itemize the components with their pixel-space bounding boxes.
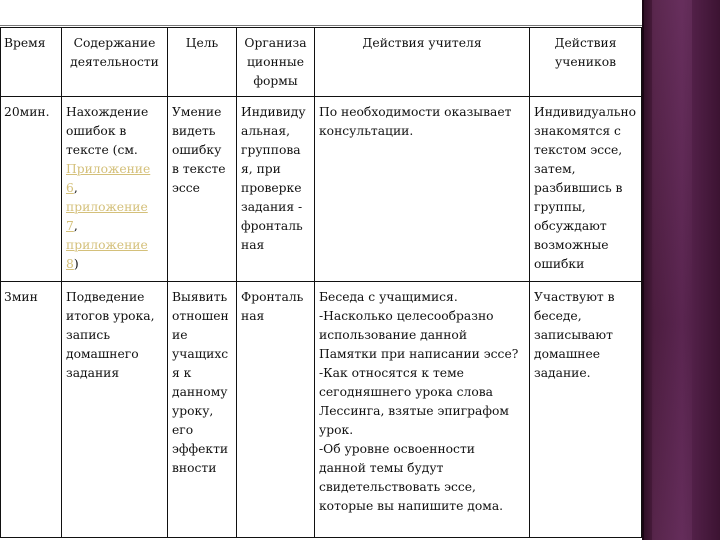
sidebar-gradient [652,0,692,540]
appendix-8-link[interactable]: приложение 8 [66,238,148,271]
cell-student-actions: Участвуют в беседе, записывают домашнее задание. [530,282,642,538]
cell-forms: Индивидуальная, группова я, при проверке задания - фронтальная [237,97,315,282]
top-divider [0,25,642,26]
header-student-actions: Действия учеников [530,28,642,97]
cell-teacher-actions [315,282,530,538]
table-row [1,282,642,538]
header-forms: Организационные формы [237,28,315,97]
teacher-line: -Об уровне освоенности данной темы будут свидетельствовать эссе, которые вы напишите дома. [319,442,504,513]
cell-forms: Фронтальная [237,282,315,538]
teacher-line: Беседа с учащимися. [319,290,458,304]
cell-time: 3мин [1,282,62,538]
cell-content [62,97,168,282]
decorative-sidebar [642,0,720,540]
lesson-plan-table [0,27,642,538]
header-time: Время [1,28,62,97]
teacher-line: -Как относятся к теме сегодняшнего урока слова Лессинга, взятые эпиграфом урок. [319,366,509,437]
cell-time: 20мин. [1,97,62,282]
header-row [1,28,642,97]
header-goal: Цель [168,28,237,97]
content-text: Нахождение ошибок в тексте (см. [66,105,149,157]
cell-content: Подведение итогов урока, запись домашнего задания [62,282,168,538]
appendix-6-link[interactable]: Приложение 6 [66,162,151,195]
link-separator: , [73,219,78,233]
table-row [1,97,642,282]
cell-goal: Выявить отношение учащихся к данному уроку, его эффективности [168,282,237,538]
cell-student-actions: Индивидуально знакомятся с текстом эссе, затем, разбившись в группы, обсуждают возможные ошибки [530,97,642,282]
cell-teacher-actions: По необходимости оказывает консультации. [315,97,530,282]
header-teacher-actions: Действия учителя [315,28,530,97]
closing-paren: ) [73,257,79,271]
teacher-line: -Насколько целесообразно использование данной Памятки при написании эссе? [319,309,519,361]
cell-goal: Умение видеть ошибку в тексте эссе [168,97,237,282]
link-separator: , [73,181,78,195]
appendix-7-link[interactable]: приложение 7 [66,200,148,233]
header-content: Содержание деятельности [62,28,168,97]
